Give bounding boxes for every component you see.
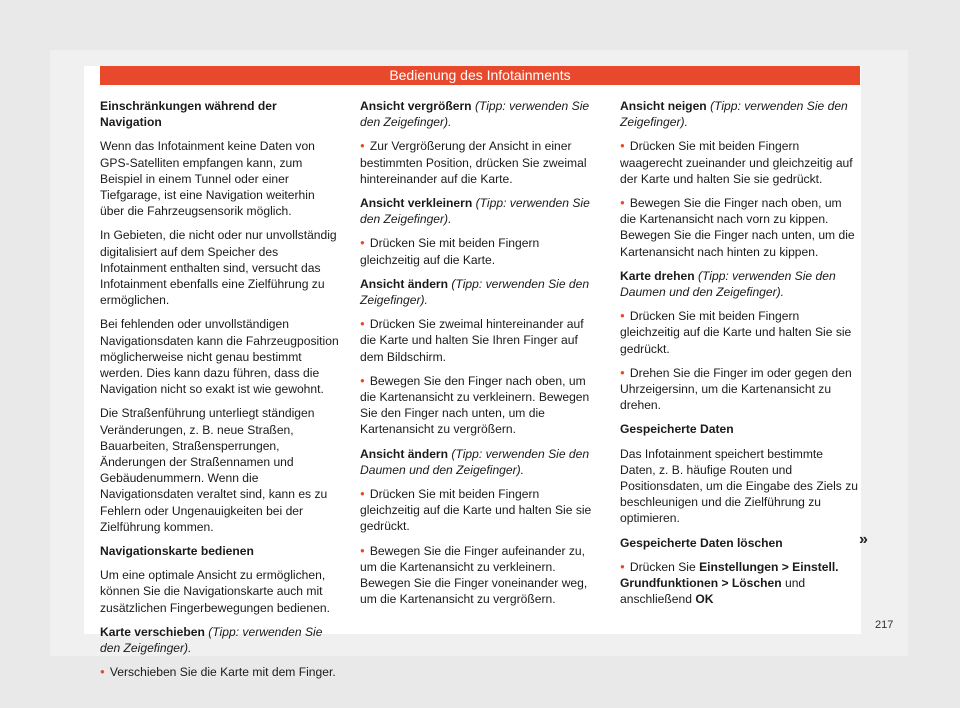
hint-text: (Tipp: verwenden Sie den Zeigefinger). (100, 624, 323, 656)
subheading-change-view (360, 276, 600, 308)
section-header: Bedienung des Infotainments (100, 66, 860, 85)
subheading-label: Karte drehen (620, 268, 695, 283)
paragraph: Die Straßenführung unterliegt ständigen Veränderungen, z. B. neue Straßen, Bauarbeiten, Straßensperrungen, Änderungen der Straßennamen und Gebäudenummern. Wenn die Navigationsdaten veraltet sind, kann es zu Fehlern oder Ungenauigkeiten bei der Zielführung kommen. (100, 406, 328, 534)
bullet-text: Drehen Sie die Finger im oder gegen den Uhrzeigersinn, um die Kartenansicht zu drehen. (620, 365, 852, 413)
hint-text: (Tipp: verwenden Sie den Daumen und den Zeigefinger). (360, 446, 590, 477)
bullet-text: Bewegen Sie den Finger nach oben, um die Kartenansicht zu verkleinern. Bewegen Sie den Finger nach unten, um die Kartenansicht zu vergrößern. (360, 373, 590, 437)
heading-operate-map: Navigationskarte bedienen (100, 544, 254, 559)
bullet-text: Drücken Sie mit beiden Fingern waagerecht zueinander und gleichzeitig auf der Karte und halten Sie sie gedrückt. (620, 139, 853, 186)
subheading-label: Karte verschieben (100, 624, 205, 639)
paragraph: Bei fehlenden oder unvollständigen Navigationsdaten kann die Fahrzeugposition möglicherweise nicht genau bestimmt werden. Dies kann dazu führen, dass die Navigation nicht so exakt ist wie gewohnt. (100, 317, 339, 397)
bullet-item (360, 316, 600, 365)
column-3 (620, 98, 860, 615)
heading-delete-stored-data: Gespeicherte Daten löschen (620, 535, 783, 550)
bullet-text: Drücken Sie zweimal hintereinander auf die Karte und halten Sie Ihren Finger auf dem Bildschirm. (360, 317, 584, 364)
heading-stored-data: Gespeicherte Daten (620, 422, 734, 437)
bullet-item (360, 138, 600, 187)
menu-path: Einstellungen > Einstell. Grundfunktionen > Löschen (620, 559, 839, 591)
hint-text: (Tipp: verwenden Sie den Daumen und den Zeigefinger). (620, 268, 836, 300)
bullet-text: und anschließend (620, 576, 806, 607)
paragraph: In Gebieten, die nicht oder nur unvollständig digitalisiert auf dem Speicher des Infotainment enthalten sind, versucht das Infotainment ebenfalls eine Zielführung zu ermöglichen. (100, 228, 337, 308)
subheading-change-view-2 (360, 446, 600, 478)
bullet-item (620, 195, 860, 260)
bullet-item (620, 138, 860, 187)
hint-text: (Tipp: verwenden Sie den Zeigefinger). (360, 276, 590, 308)
hint-text: (Tipp: verwenden Sie den Zeigefinger). (620, 99, 848, 130)
paragraph: Wenn das Infotainment keine Daten von GPS-Satelliten empfangen kann, zum Beispiel in einem Tunnel oder einer Tiefgarage, ist eine Navigation weiterhin über die Fahrzeugsensorik möglich. (100, 139, 315, 219)
subheading-label: Ansicht neigen (620, 99, 707, 113)
ok-label: OK (695, 592, 714, 607)
bullet-item (360, 543, 600, 608)
bullet-item (360, 373, 600, 438)
bullet-item (620, 308, 860, 357)
subheading-tilt-view (620, 98, 860, 130)
subheading-label: Ansicht vergrößern (360, 99, 472, 113)
bullet-text: Drücken Sie mit beiden Fingern gleichzeitig auf die Karte und halten Sie sie gedrückt. (620, 309, 852, 356)
paragraph: Das Infotainment speichert bestimmte Daten, z. B. häufige Routen und Positionsdaten, um die Eingabe des Ziels zu beschleunigen und die Zielführung zu optimieren. (620, 446, 858, 526)
bullet-item (100, 664, 340, 680)
page-number: 217 (875, 619, 894, 631)
paragraph: Um eine optimale Ansicht zu ermöglichen, können Sie die Navigationskarte auch mit zusätzlichen Fingerbewegungen bedienen. (100, 568, 330, 615)
bullet-text: Verschieben Sie die Karte mit dem Finger. (109, 665, 336, 680)
subheading-label: Ansicht ändern (360, 276, 449, 291)
column-1 (100, 98, 340, 689)
heading-navigation-limits: Einschränkungen während der Navigation (100, 99, 277, 130)
bullet-item (620, 365, 860, 414)
bullet-text: Bewegen Sie die Finger nach oben, um die Kartenansicht nach vorn zu kippen. Bewegen Sie die Finger nach unten, um die Kartenansicht nach hinten zu kippen. (620, 196, 855, 259)
subheading-zoom-out (360, 195, 600, 227)
subheading-rotate-map (620, 268, 860, 300)
bullet-text: Drücken Sie mit beiden Fingern gleichzeitig auf die Karte. (360, 236, 540, 267)
bullet-item (620, 559, 860, 608)
continue-marker: » (859, 531, 868, 548)
bullet-text: Zur Vergrößerung der Ansicht in einer bestimmten Position, drücken Sie zweimal hintereinander auf die Karte. (360, 139, 587, 186)
bullet-text: Drücken Sie mit beiden Fingern gleichzeitig auf die Karte und halten Sie sie gedrückt. (360, 487, 592, 534)
subheading-label: Ansicht ändern (360, 446, 449, 461)
bullet-text: Drücken Sie (629, 559, 696, 574)
bullet-item (360, 486, 600, 535)
bullet-item (360, 235, 600, 267)
hint-text: (Tipp: verwenden Sie den Zeigefinger). (360, 99, 590, 130)
subheading-label: Ansicht verkleinern (360, 196, 473, 211)
hint-text: (Tipp: verwenden Sie den Zeigefinger). (360, 196, 590, 227)
column-2 (360, 98, 600, 615)
bullet-text: Bewegen Sie die Finger aufeinander zu, um die Kartenansicht zu verkleinern. Bewegen Sie die Finger voneinander weg, um die Kartenansicht zu vergrößern. (360, 543, 588, 607)
subheading-zoom-in (360, 98, 600, 130)
subheading-move-map (100, 624, 340, 656)
